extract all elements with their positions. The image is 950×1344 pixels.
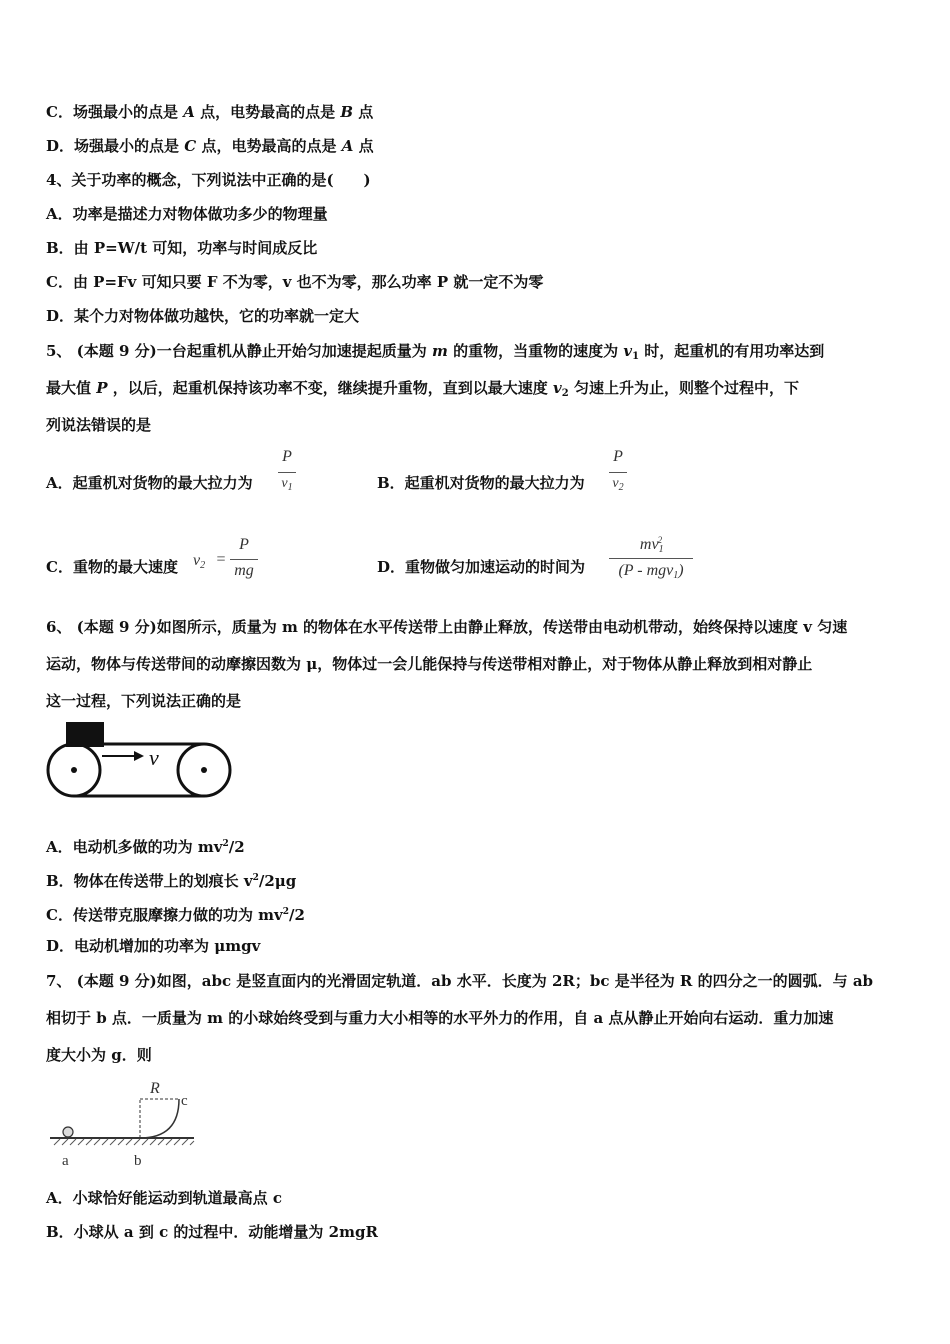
q5-option-c: C．重物的最大速度 [46, 558, 178, 576]
q6-option-d: D．电动机增加的功率为 μmgv [46, 937, 261, 955]
conveyor-belt-figure [44, 720, 234, 800]
q4-option-b: B．由 P=W/t 可知，功率与时间成反比 [46, 239, 318, 257]
q3-option-c: C．场强最小的点是 A 点，电势最高的点是 B 点 [46, 103, 374, 121]
q5-option-d-fraction: $mv_1^2$ (P - mgv$_1$) [609, 533, 693, 587]
label-a: a [62, 1153, 69, 1169]
q4-option-c: C．由 P=Fv 可知只要 F 不为零，v 也不为零，那么功率 P 就一定不为零 [46, 273, 544, 291]
q7-option-a: A．小球恰好能运动到轨道最高点 c [46, 1189, 282, 1207]
q3-option-d: D．场强最小的点是 C 点，电势最高的点是 A 点 [46, 137, 374, 155]
q5-stem-line3: 列说法错误的是 [46, 416, 152, 434]
label-b: b [134, 1153, 142, 1169]
q5-option-c-fraction: P mg [230, 536, 258, 586]
q5-option-a: A．起重机对货物的最大拉力为 [46, 474, 253, 492]
q7-stem-line2: 相切于 b 点．一质量为 m 的小球始终受到与重力大小相等的水平外力的作用，自 a 点从静止开始向右运动．重力加速 [46, 1009, 834, 1027]
q5-option-b-fraction: P $v_2$ [609, 448, 627, 498]
q5-option-a-fraction: P $v_1$ [278, 448, 296, 498]
q5-option-b: B．起重机对货物的最大拉力为 [377, 474, 585, 492]
q7-stem-line3: 度大小为 g．则 [46, 1046, 152, 1064]
velocity-label: v [149, 745, 159, 770]
q4-option-a: A．功率是描述力对物体做功多少的物理量 [46, 205, 328, 223]
q7-stem-line1: 7、 (本题 9 分)如图，abc 是竖直面内的光滑固定轨道．ab 水平．长度为 2R；bc 是半径为 R 的四分之一的圆弧．与 ab [46, 972, 874, 990]
quarter-arc [140, 1099, 179, 1138]
q6-option-a: A．电动机多做的功为 $mv^2/2$ [46, 838, 245, 856]
q6-option-b: B．物体在传送带上的划痕长 $v^2/2\mu g$ [46, 872, 297, 890]
q4-option-d: D．某个力对物体做功越快，它的功率就一定大 [46, 307, 360, 325]
q5-option-c-lhs: $v_2$ [193, 552, 206, 571]
q6-stem-line3: 这一过程，下列说法正确的是 [46, 692, 242, 710]
q5-option-d: D．重物做匀加速运动的时间为 [377, 558, 586, 576]
q5-option-c-equals: = [216, 551, 226, 568]
small-ball [63, 1127, 73, 1137]
label-c: c [181, 1093, 188, 1109]
track-figure [44, 1075, 204, 1170]
q7-option-b: B．小球从 a 到 c 的过程中．动能增量为 2mgR [46, 1223, 378, 1241]
q5-stem-line2: 最大值 P ，以后，起重机保持该功率不变，继续提升重物，直到以最大速度 $v_2$ 匀速上升为止，则整个过程中，下 [46, 379, 799, 399]
label-r: R [150, 1080, 160, 1097]
q5-stem-line1: 5、 (本题 9 分)一台起重机从静止开始匀加速提起质量为 m 的重物，当重物的速度为 $v_1$ 时，起重机的有用功率达到 [46, 342, 825, 362]
q6-stem-line2: 运动，物体与传送带间的动摩擦因数为 μ，物体过一会儿能保持与传送带相对静止，对于物体从静止释放到相对静止 [46, 655, 813, 673]
q6-stem-line1: 6、 (本题 9 分)如图所示，质量为 m 的物体在水平传送带上由静止释放，传送带由电动机带动，始终保持以速度 v 匀速 [46, 618, 848, 636]
q4-stem: 4、关于功率的概念，下列说法中正确的是( ) [46, 171, 371, 189]
q6-option-c: C．传送带克服摩擦力做的功为 $mv^2/2$ [46, 906, 305, 924]
